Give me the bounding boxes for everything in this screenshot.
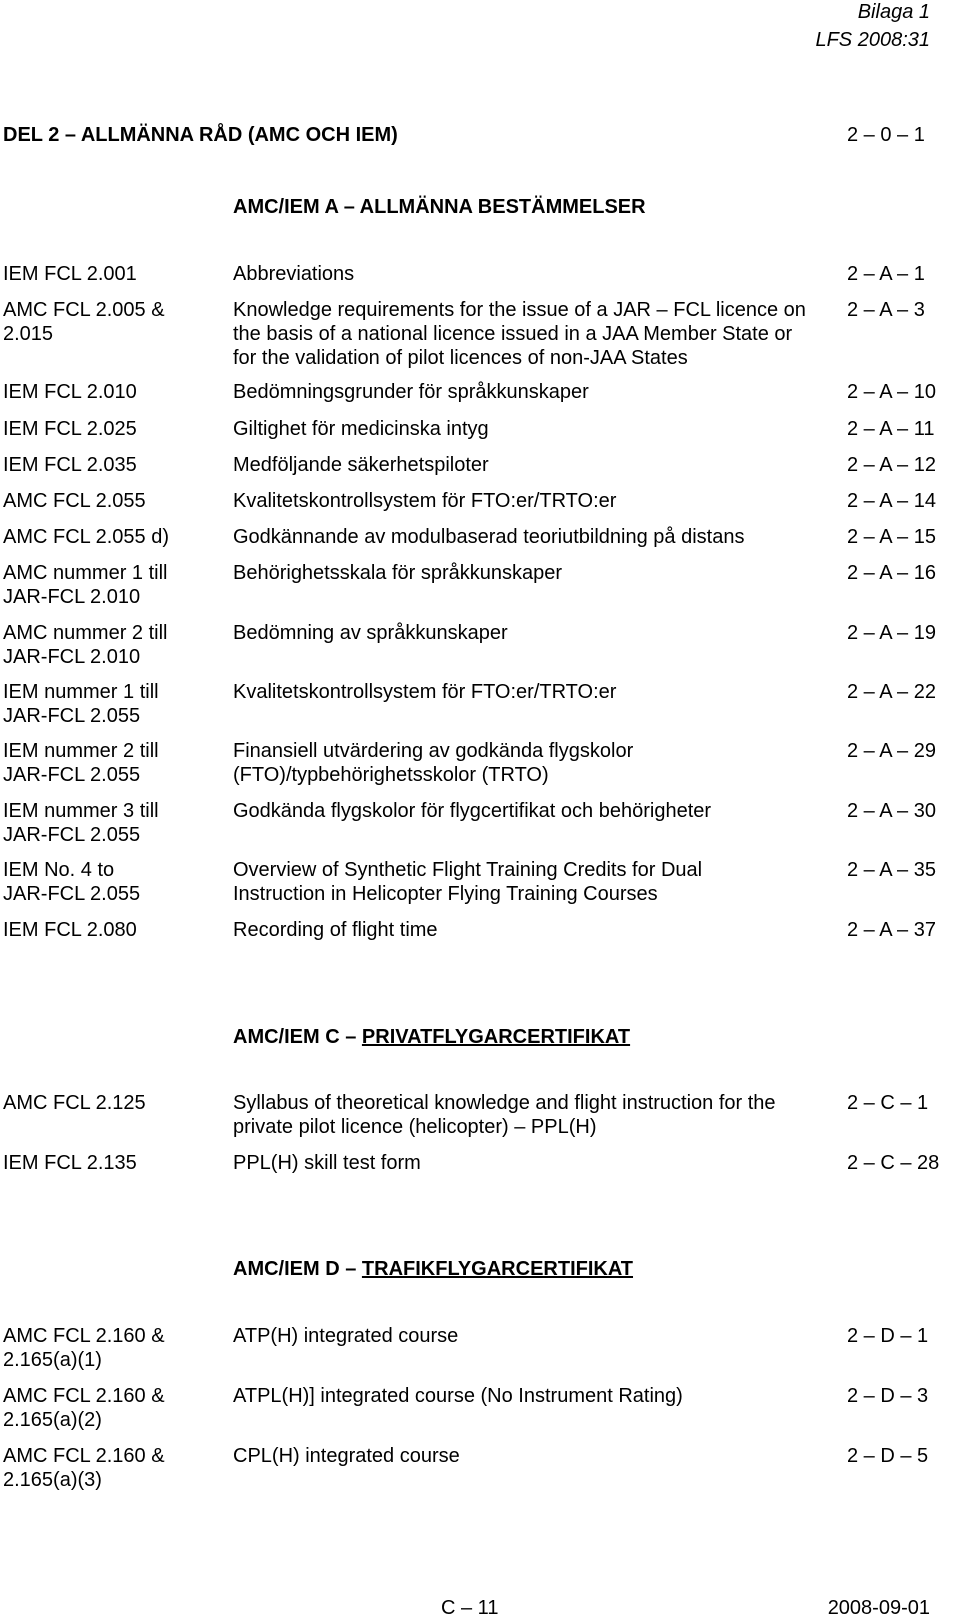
toc-code: AMC nummer 2 till JAR-FCL 2.010 — [3, 622, 168, 668]
toc-description: Godkända flygskolor för flygcertifikat och behörigheter — [233, 800, 712, 822]
toc-code: AMC FCL 2.160 & 2.165(a)(1) — [3, 1325, 165, 1371]
toc-code: AMC FCL 2.125 — [3, 1092, 146, 1114]
toc-page: 2 – A – 3 — [847, 299, 925, 321]
toc-page: 2 – C – 1 — [847, 1092, 929, 1114]
toc-description: Kvalitetskontrollsystem för FTO:er/TRTO:er — [233, 490, 617, 512]
toc-page: 2 – C – 28 — [847, 1152, 940, 1174]
toc-description: Recording of flight time — [233, 919, 438, 941]
header-appendix: Bilaga 1 — [857, 1, 930, 23]
toc-page: 2 – A – 29 — [847, 740, 936, 762]
toc-code: IEM FCL 2.080 — [3, 919, 137, 941]
toc-page: 2 – A – 1 — [847, 263, 925, 285]
toc-code: IEM nummer 3 till JAR-FCL 2.055 — [3, 800, 159, 846]
section-c-title: PRIVATFLYGARCERTIFIKAT — [361, 1026, 631, 1048]
toc-page: 2 – A – 10 — [847, 381, 936, 403]
toc-page: 2 – A – 12 — [847, 454, 936, 476]
toc-code: IEM FCL 2.135 — [3, 1152, 137, 1174]
toc-page: 2 – D – 5 — [847, 1445, 929, 1467]
toc-description: CPL(H) integrated course — [233, 1445, 460, 1467]
toc-code: IEM No. 4 to JAR-FCL 2.055 — [3, 859, 141, 905]
toc-description: Medföljande säkerhetspiloter — [233, 454, 489, 476]
toc-description: ATP(H) integrated course — [233, 1325, 459, 1347]
toc-description: Behörighetsskala för språkkunskaper — [233, 562, 563, 584]
section-d-prefix: AMC/IEM D — [233, 1258, 340, 1280]
toc-description: Abbreviations — [233, 263, 355, 285]
toc-page: 2 – A – 14 — [847, 490, 936, 512]
toc-page: 2 – A – 15 — [847, 526, 936, 548]
toc-description: Syllabus of theoretical knowledge and flight instruction for the private pilot licence (helicopter) – PPL(H) — [233, 1092, 776, 1138]
section-c-heading: AMC/IEM C – PRIVATFLYGARCERTIFIKAT — [233, 1026, 631, 1048]
section-a-heading: AMC/IEM A – ALLMÄNNA BESTÄMMELSER — [233, 196, 646, 218]
title-label: DEL 2 – ALLMÄNNA RÅD (AMC OCH IEM) — [3, 124, 398, 146]
toc-code: AMC nummer 1 till JAR-FCL 2.010 — [3, 562, 168, 608]
toc-page: 2 – A – 11 — [847, 418, 935, 440]
toc-page: 2 – A – 30 — [847, 800, 936, 822]
footer-date: 2008-09-01 — [827, 1597, 930, 1619]
toc-description: Bedömning av språkkunskaper — [233, 622, 508, 644]
toc-code: IEM FCL 2.010 — [3, 381, 137, 403]
header-regulation-id: LFS 2008:31 — [815, 29, 930, 51]
toc-page: 2 – A – 22 — [847, 681, 936, 703]
toc-description: Overview of Synthetic Flight Training Credits for Dual Instruction in Helicopter Flying Training Courses — [233, 859, 703, 905]
toc-code: AMC FCL 2.005 & 2.015 — [3, 299, 165, 345]
toc-description: Giltighet för medicinska intyg — [233, 418, 489, 440]
section-c-prefix: AMC/IEM C — [233, 1026, 340, 1048]
toc-page: 2 – D – 3 — [847, 1385, 929, 1407]
toc-code: IEM FCL 2.025 — [3, 418, 137, 440]
toc-page: 2 – D – 1 — [847, 1325, 929, 1347]
toc-page: 2 – A – 19 — [847, 622, 936, 644]
toc-code: IEM FCL 2.035 — [3, 454, 137, 476]
toc-code: AMC FCL 2.055 d) — [3, 526, 169, 548]
title-page-ref: 2 – 0 – 1 — [847, 124, 925, 146]
toc-page: 2 – A – 37 — [847, 919, 936, 941]
toc-description: ATPL(H)] integrated course (No Instrument Rating) — [233, 1385, 683, 1407]
toc-code: IEM nummer 1 till JAR-FCL 2.055 — [3, 681, 159, 727]
toc-code: IEM nummer 2 till JAR-FCL 2.055 — [3, 740, 159, 786]
toc-page: 2 – A – 16 — [847, 562, 936, 584]
toc-description: PPL(H) skill test form — [233, 1152, 421, 1174]
section-d-title: TRAFIKFLYGARCERTIFIKAT — [361, 1258, 634, 1280]
toc-code: AMC FCL 2.160 & 2.165(a)(2) — [3, 1385, 165, 1431]
toc-code: AMC FCL 2.160 & 2.165(a)(3) — [3, 1445, 165, 1491]
toc-description: Kvalitetskontrollsystem för FTO:er/TRTO:er — [233, 681, 617, 703]
toc-description: Godkännande av modulbaserad teoriutbildning på distans — [233, 526, 745, 548]
toc-code: IEM FCL 2.001 — [3, 263, 137, 285]
footer-page-number: C – 11 — [441, 1597, 499, 1619]
toc-description: Knowledge requirements for the issue of a JAR – FCL licence on the basis of a national licence issued in a JAA Member State or for the validation of pilot licences of non-JAA States — [233, 299, 806, 369]
toc-page: 2 – A – 35 — [847, 859, 936, 881]
toc-description: Finansiell utvärdering av godkända flygskolor (FTO)/typbehörighetsskolor (TRTO) — [233, 740, 634, 786]
section-d-heading: AMC/IEM D – TRAFIKFLYGARCERTIFIKAT — [233, 1258, 634, 1280]
toc-description: Bedömningsgrunder för språkkunskaper — [233, 381, 589, 403]
toc-code: AMC FCL 2.055 — [3, 490, 146, 512]
